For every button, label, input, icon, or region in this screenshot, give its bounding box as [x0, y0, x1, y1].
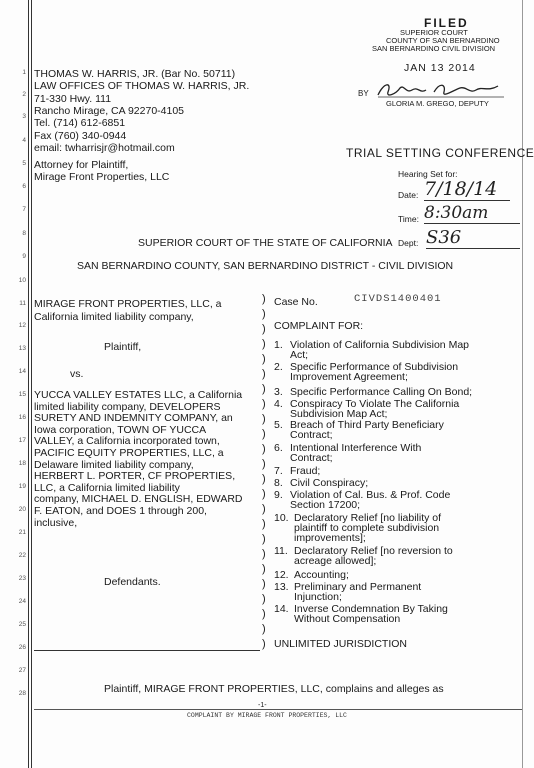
cause-text-continued: Subdivision Map Act; [290, 408, 388, 420]
line-number: 5 [22, 160, 26, 167]
defendant-line: VALLEY, a California incorporated town, [34, 435, 220, 448]
cause-of-action [274, 420, 444, 440]
attorney-for-client: Mirage Front Properties, LLC [34, 171, 170, 183]
cause-number: 5. [274, 419, 283, 431]
line-number: 14 [18, 368, 26, 375]
cause-number: 10. [274, 512, 289, 524]
bracket-mark: ) [262, 383, 266, 395]
bracket-mark: ) [262, 548, 266, 560]
cause-of-action [274, 604, 448, 624]
cause-of-action [274, 546, 453, 566]
cause-number: 3. [274, 386, 283, 398]
cause-text-continued: Improvement Agreement; [290, 371, 408, 383]
bracket-mark: ) [262, 308, 266, 320]
filed-line-3: SAN BERNARDINO CIVIL DIVISION [372, 44, 496, 53]
cause-text: Conspiracy To Violate The California [290, 398, 460, 410]
hearing-set-label: Hearing Set for: [398, 169, 458, 179]
line-number: 10 [18, 277, 26, 284]
cause-of-action [274, 362, 458, 382]
defendant-line: Delaware limited liability company, [34, 458, 194, 471]
cause-of-action [274, 399, 459, 419]
footer-rule [34, 709, 522, 710]
court-division: SAN BERNARDINO COUNTY, SAN BERNARDINO DISTRICT - CIVIL DIVISION [77, 260, 454, 272]
cause-number: 13. [274, 581, 289, 593]
cause-text: Inverse Condemnation By Taking [294, 603, 448, 615]
line-number: 24 [18, 598, 26, 605]
bracket-mark: ) [262, 353, 266, 365]
plaintiff-description: California limited liability company, [34, 311, 194, 323]
bracket-mark: ) [262, 368, 266, 380]
hearing-dept-value: S36 [426, 227, 520, 249]
line-number: 15 [18, 391, 26, 398]
defendants-label: Defendants. [104, 576, 161, 588]
line-number: 28 [18, 690, 26, 697]
line-number: 27 [18, 667, 26, 674]
line-number: 21 [18, 529, 26, 536]
cause-text: Breach of Third Party Beneficiary [290, 419, 444, 431]
filed-line-1: SUPERIOR COURT [400, 28, 468, 37]
attorney-line: THOMAS W. HARRIS, JR. (Bar No. 50711) [34, 68, 236, 80]
cause-text: Specific Performance Calling On Bond; [290, 386, 473, 398]
cause-text-continued: Injunction; [294, 591, 342, 603]
attorney-line: LAW OFFICES OF THOMAS W. HARRIS, JR. [34, 80, 250, 93]
cause-text-continued: Section 17200; [290, 499, 361, 511]
bracket-mark: ) [262, 503, 266, 515]
cause-text: Intentional Interference With [290, 442, 422, 454]
line-number: 1 [22, 69, 26, 76]
cause-text-continued: improvements]; [294, 532, 366, 544]
defendant-line: PACIFIC EQUITY PROPERTIES, LLC, a [34, 447, 224, 459]
defendant-line: limited liability company, DEVELOPERS [34, 400, 221, 413]
bracket-mark: ) [262, 638, 266, 650]
cause-of-action [274, 513, 441, 543]
attorney-line: email: twharrisjr@hotmail.com [34, 141, 175, 154]
cause-number: 2. [274, 361, 283, 373]
line-number: 16 [18, 414, 26, 421]
line-number: 25 [18, 621, 26, 628]
cause-of-action [274, 570, 349, 580]
hearing-dept-label: Dept: [398, 238, 419, 248]
plaintiff-name: MIRAGE FRONT PROPERTIES, LLC, a [34, 298, 222, 310]
jurisdiction: UNLIMITED JURISDICTION [274, 638, 408, 650]
line-number: 2 [22, 91, 26, 98]
line-number: 23 [18, 575, 26, 582]
line-number: 8 [22, 230, 26, 237]
cause-number: 12. [274, 569, 289, 581]
hearing-date-label: Date: [398, 190, 419, 200]
line-number: 3 [22, 113, 26, 120]
cause-number: 11. [274, 545, 288, 557]
line-number: 19 [18, 483, 26, 490]
cause-text: Specific Performance of Subdivision [290, 361, 459, 373]
line-number: 9 [22, 253, 26, 260]
left-margin-rule-inner [31, 0, 32, 768]
bracket-mark: ) [262, 413, 266, 425]
cause-of-action [274, 443, 421, 463]
case-number: CIVDS1400401 [354, 293, 442, 305]
cause-text: Fraud; [290, 465, 321, 477]
bracket-mark: ) [262, 533, 266, 545]
line-number: 17 [18, 437, 26, 444]
attorney-line: Tel. (714) 612-6851 [34, 117, 126, 130]
cause-text: Declaratory Relief [no liability of [294, 512, 442, 524]
cause-text: Violation of California Subdivision Map [290, 339, 469, 351]
line-number: 13 [18, 345, 26, 352]
cause-text-continued: plaintiff to complete subdivision [294, 522, 440, 534]
defendant-line: SURETY AND INDEMNITY COMPANY, an [34, 412, 233, 425]
defendant-line: YUCCA VALLEY ESTATES LLC, a California [34, 389, 243, 401]
line-number: 26 [18, 644, 26, 651]
cause-text: Violation of Cal. Bus. & Prof. Code [290, 489, 451, 501]
filed-date: JAN 13 2014 [404, 62, 476, 74]
hearing-time-value: 8:30am [424, 203, 520, 224]
bracket-mark: ) [262, 578, 266, 590]
hearing-time-label: Time: [398, 214, 419, 224]
cause-of-action [274, 387, 472, 397]
line-number: 7 [22, 206, 26, 213]
cause-number: 14. [274, 603, 289, 615]
cause-of-action [274, 340, 469, 360]
bracket-mark: ) [262, 608, 266, 620]
bracket-mark: ) [262, 563, 266, 575]
cause-text: Preliminary and Permanent [294, 581, 422, 593]
cause-number: 1. [274, 339, 283, 351]
defendant-line: inclusive, [34, 516, 78, 529]
right-margin-rule [522, 0, 523, 768]
line-number: 18 [18, 460, 26, 467]
body-text: Plaintiff, MIRAGE FRONT PROPERTIES, LLC, complains and alleges as [104, 683, 444, 695]
cause-number: 6. [274, 442, 283, 454]
footer-caption: COMPLAINT BY MIRAGE FRONT PROPERTIES, LLC [187, 712, 347, 719]
cause-text: Declaratory Relief [no reversion to [294, 545, 453, 557]
bracket-mark: ) [262, 488, 266, 500]
bracket-mark: ) [262, 623, 266, 635]
defendant-line: Iowa corporation, TOWN OF YUCCA [34, 423, 207, 436]
line-number: 20 [18, 506, 26, 513]
filed-line-2: COUNTY OF SAN BERNARDINO [386, 36, 500, 45]
hearing-date-value: 7/18/14 [424, 178, 510, 201]
cause-text-continued: Act; [290, 349, 309, 361]
cause-number: 9. [274, 489, 283, 501]
left-margin-rule [28, 0, 29, 768]
cause-text-continued: Contract; [290, 452, 333, 464]
page-number: -1- [258, 702, 267, 709]
cause-of-action [274, 490, 450, 510]
cause-number: 4. [274, 398, 283, 410]
cause-text-continued: Without Compensation [294, 613, 401, 625]
cause-text-continued: acreage allowed]; [294, 555, 377, 567]
cause-of-action [274, 582, 421, 602]
versus: vs. [70, 368, 84, 380]
defendant-line: LLC, a California limited liability [34, 481, 180, 494]
attorney-line: Fax (760) 340-0944 [34, 129, 127, 142]
attorney-line: Rancho Mirage, CA 92270-4105 [34, 104, 185, 117]
bracket-mark: ) [262, 473, 266, 485]
bracket-mark: ) [262, 458, 266, 470]
defendant-line: F. EATON, and DOES 1 through 200, [34, 505, 207, 517]
bracket-mark: ) [262, 398, 266, 410]
filed-clerk: GLORIA M. GREGO, DEPUTY [386, 99, 489, 108]
cause-text: Accounting; [294, 569, 349, 581]
signature-icon [374, 80, 506, 100]
cause-text: Civil Conspiracy; [290, 477, 369, 489]
complaint-for-heading: COMPLAINT FOR: [274, 320, 364, 332]
filed-by-label: BY [358, 89, 369, 98]
case-number-label: Case No. [274, 296, 318, 308]
line-number: 11 [19, 300, 26, 307]
court-title: SUPERIOR COURT OF THE STATE OF CALIFORNIA [138, 237, 393, 249]
plaintiff-label: Plaintiff, [104, 341, 142, 353]
cause-text-continued: Contract; [290, 429, 333, 441]
cause-number: 7. [274, 465, 283, 477]
cause-of-action [274, 478, 368, 488]
filed-title: FILED [424, 16, 469, 30]
line-number: 4 [22, 137, 26, 144]
trial-stamp-title: TRIAL SETTING CONFERENCE [346, 146, 534, 160]
caption-underline [34, 650, 260, 651]
bracket-mark: ) [262, 293, 266, 305]
attorney-line: 71-330 Hwy. 111 [34, 92, 112, 105]
line-number: 6 [22, 183, 26, 190]
line-number: 12 [18, 322, 26, 329]
bracket-mark: ) [262, 593, 266, 605]
cause-number: 8. [274, 477, 283, 489]
defendant-line: HERBERT L. PORTER, CF PROPERTIES, [34, 470, 236, 483]
bracket-mark: ) [262, 323, 266, 335]
bracket-mark: ) [262, 428, 266, 440]
bracket-mark: ) [262, 518, 266, 530]
bracket-mark: ) [262, 338, 266, 350]
cause-of-action [274, 466, 320, 476]
defendant-line: company, MICHAEL D. ENGLISH, EDWARD [34, 493, 243, 506]
line-number: 22 [18, 552, 26, 559]
attorney-for: Attorney for Plaintiff, [34, 159, 129, 171]
bracket-mark: ) [262, 443, 266, 455]
